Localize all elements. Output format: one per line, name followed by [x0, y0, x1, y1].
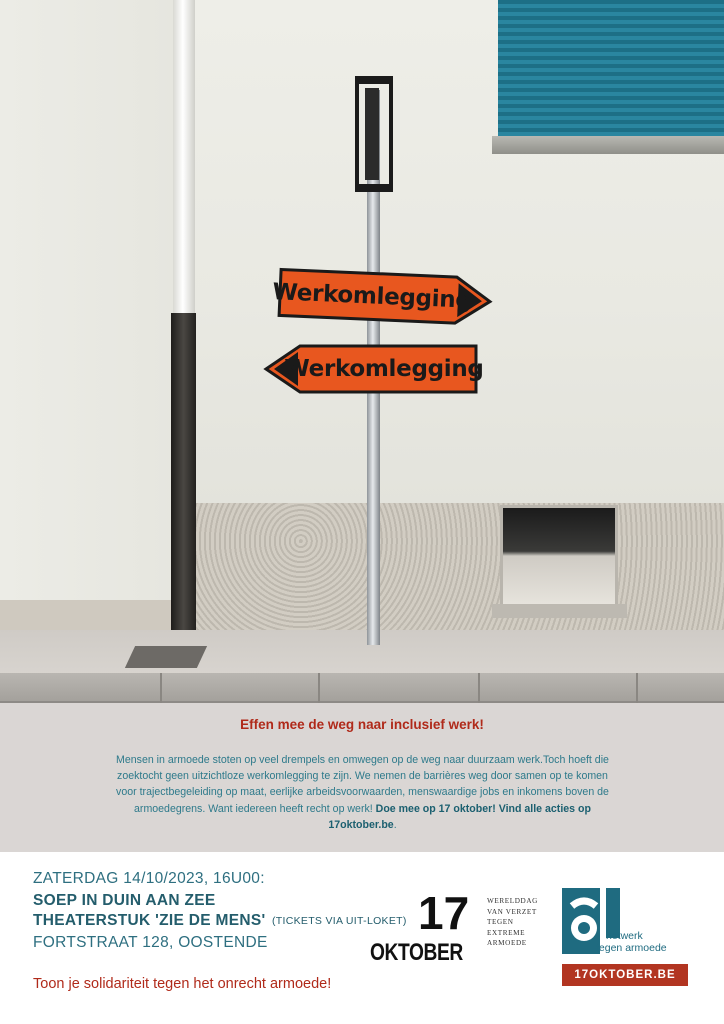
sign-left-label: Werkomlegging — [284, 356, 484, 382]
sign-right-label: Werkomlegging — [271, 279, 473, 314]
logo-line-2: tegen armoede — [596, 942, 667, 954]
street-drain — [125, 646, 207, 668]
world-day-line: EXTREME — [487, 928, 526, 937]
body-cta-end: . — [393, 818, 397, 831]
wall-left — [0, 0, 176, 605]
event-date: ZATERDAG 14/10/2023, 16U00: — [33, 870, 265, 887]
cellar-ledge — [492, 604, 627, 618]
event-tickets: (TICKETS VIA UIT-LOKET) — [272, 915, 407, 927]
world-day-line: ARMOEDE — [487, 939, 527, 947]
pole-bracket-center — [365, 88, 379, 180]
sidewalk — [0, 630, 724, 675]
logo-line-1: netwerk — [606, 930, 643, 942]
curb-joint — [160, 673, 162, 703]
body-cta: Doe mee op 17 oktober! Vind alle acties op 17oktober.be — [328, 802, 591, 831]
world-day-label — [487, 896, 538, 949]
stone-plinth-left — [0, 600, 175, 630]
detour-sign-right — [271, 265, 495, 328]
downspout — [171, 313, 196, 638]
stone-plinth — [195, 503, 724, 630]
window-shutter — [498, 0, 724, 138]
window-sill — [492, 136, 724, 154]
body-copy — [110, 752, 615, 833]
drainpipe — [173, 0, 195, 315]
world-day-line: WERELDDAG — [487, 897, 538, 905]
curb-joint — [636, 673, 638, 703]
website-badge[interactable]: 17OKTOBER.BE — [562, 964, 688, 986]
solidarity-line: Toon je solidariteit tegen het onrecht armoede! — [33, 976, 332, 992]
curb — [0, 673, 724, 703]
body-text: Mensen in armoede stoten op veel drempels en omwegen op de weg naar duurzaam werk.Toch hoeft die zoektocht geen uitzichtloze werkomlegging te zijn. We nemen de barrières weg door samen op te komen voor trajectbegeleiding op maat, eerlijke arbeidsvoorwaarden, menswaardige jobs en inkomens boven de armoedegrens. Want iedereen heeft recht op werk! — [116, 754, 609, 815]
netwerk-logo — [562, 888, 688, 958]
detour-sign-left — [262, 342, 484, 396]
date-month: OKTOBER — [370, 939, 463, 966]
date-day: 17 — [418, 887, 470, 939]
event-line-1: SOEP IN DUIN AAN ZEE — [33, 892, 216, 909]
world-day-line: TEGEN — [487, 918, 514, 926]
tagline: Effen mee de weg naar inclusief werk! — [240, 717, 484, 732]
cellar-window — [500, 505, 618, 607]
curb-joint — [478, 673, 480, 703]
event-address: FORTSTRAAT 128, OOSTENDE — [33, 934, 268, 951]
event-line-2: THEATERSTUK 'ZIE DE MENS' — [33, 912, 266, 929]
curb-joint — [318, 673, 320, 703]
event-band — [0, 852, 724, 1024]
world-day-line: VAN VERZET — [487, 907, 537, 916]
